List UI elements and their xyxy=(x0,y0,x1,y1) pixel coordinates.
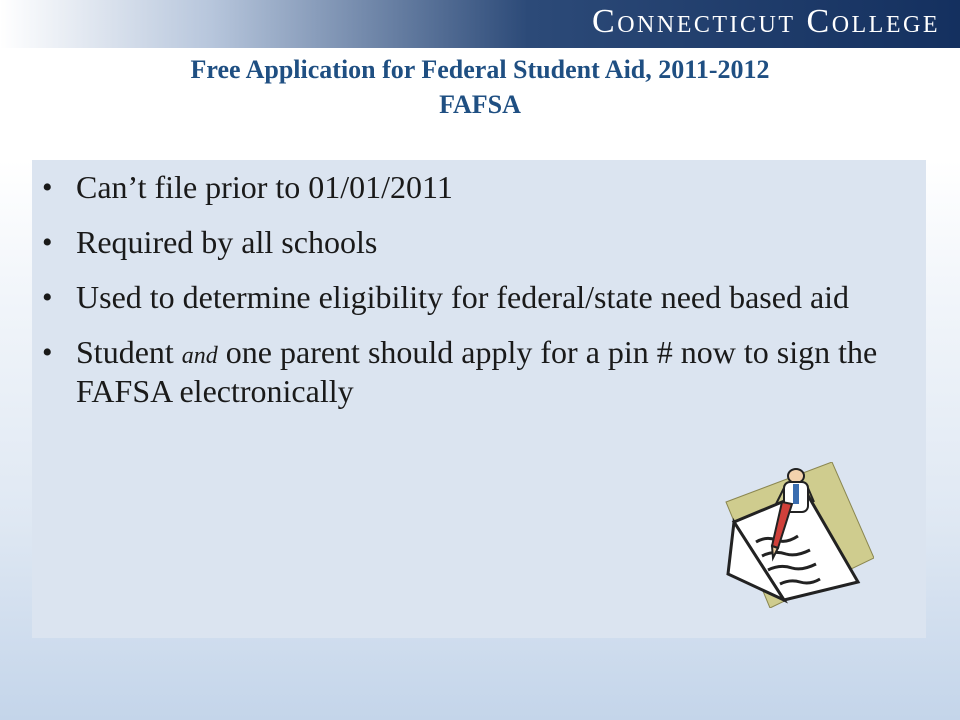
person-writing-on-paper-clipart-icon xyxy=(720,462,874,608)
bullet-item xyxy=(32,225,922,260)
bullet-item xyxy=(32,335,922,409)
bullet-text-before: Student xyxy=(76,334,182,370)
bullet-text-italic: and xyxy=(181,343,218,369)
slide-title-line-1: Free Application for Federal Student Aid, 2011-2012 xyxy=(190,55,770,84)
header-band xyxy=(0,0,960,48)
bullet-list xyxy=(32,170,922,429)
bullet-item xyxy=(32,170,922,205)
college-name: Connecticut College xyxy=(592,3,940,40)
slide-title xyxy=(40,52,920,122)
bullet-text: Used to determine eligibility for federal/state need based aid xyxy=(76,279,850,315)
bullet-text-after: one parent should apply for a pin # now to sign the FAFSA electronically xyxy=(76,334,878,409)
bullet-text: Required by all schools xyxy=(76,224,378,260)
bullet-text: Can’t file prior to 01/01/2011 xyxy=(76,169,453,205)
slide-title-line-2: FAFSA xyxy=(439,90,521,119)
bullet-item xyxy=(32,280,922,315)
